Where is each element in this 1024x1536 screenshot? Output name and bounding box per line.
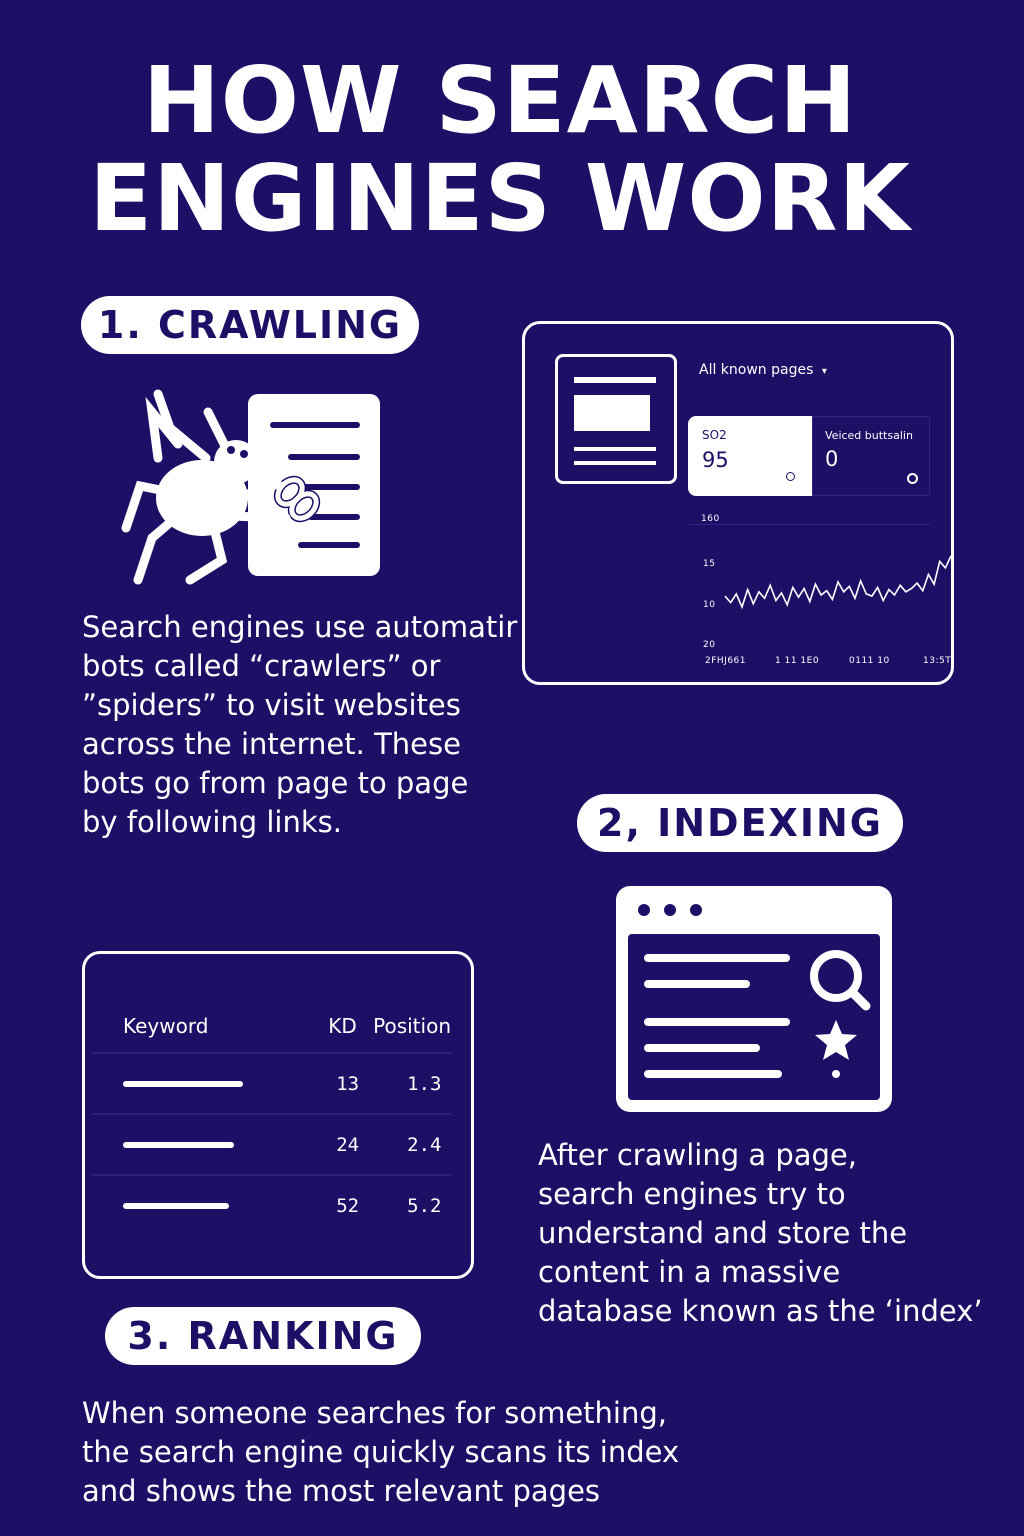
kd-cell: 52 — [336, 1194, 360, 1217]
kd-cell: 13 — [328, 1053, 373, 1114]
crawl-stats-panel — [522, 321, 954, 685]
step-indexing-badge: 2, INDEXING — [577, 794, 903, 852]
table-row[interactable] — [91, 1114, 451, 1175]
step-indexing-description: After crawling a page, search engines try to understand and store the content in a massive database known as the ‘index’ — [538, 1138, 983, 1328]
table-row[interactable] — [91, 1175, 451, 1235]
metric-card-secondary[interactable] — [812, 416, 930, 496]
step-ranking-badge: 3. RANKING — [105, 1307, 421, 1365]
y-tick: 20 — [703, 640, 716, 650]
step-crawling-badge: 1. CRAWLING — [81, 296, 419, 354]
position-cell: 2.4 — [373, 1114, 451, 1175]
kd-cell: 24 — [328, 1114, 373, 1175]
keyword-placeholder-bar — [123, 1203, 229, 1209]
y-tick: 10 — [703, 600, 716, 610]
chart-divider — [690, 524, 930, 525]
x-tick: 0111 10 — [849, 656, 890, 666]
position-cell: 5.2 — [407, 1194, 442, 1217]
keyword-table — [91, 998, 451, 1235]
pages-filter-label: All known pages — [699, 362, 814, 378]
metric-card-primary[interactable] — [688, 416, 812, 496]
keyword-placeholder-bar — [123, 1142, 234, 1148]
step-ranking-description: When someone searches for something, the search engine quickly scans its index and shows the most relevant pages — [82, 1396, 680, 1508]
metric-secondary-label: Veiced buttsalin — [825, 429, 913, 442]
metric-primary-label: SO2 — [702, 428, 727, 442]
x-tick: 2FHJ661 — [705, 656, 747, 666]
crawl-trend-chart — [723, 544, 953, 624]
info-icon — [786, 472, 795, 481]
table-header-row — [91, 998, 451, 1053]
y-tick: 160 — [701, 514, 720, 524]
browser-window-icon — [614, 884, 894, 1114]
x-tick: 13:5T — [923, 656, 952, 666]
column-header-kd[interactable]: KD — [328, 998, 373, 1053]
step-crawling-description: Search engines use automatir bots called “crawlers” or ”spiders” to visit websites across the internet. These bots go from page to page by following links. — [82, 610, 518, 839]
keyword-placeholder-bar — [123, 1081, 243, 1087]
y-tick: 15 — [703, 559, 716, 569]
position-cell: 1.3 — [373, 1053, 451, 1114]
page-title — [0, 47, 1000, 252]
page-thumbnail-icon — [555, 354, 677, 484]
keyword-ranking-panel — [82, 951, 474, 1279]
crawl-trend-line — [725, 556, 951, 607]
metric-secondary-value: 0 — [825, 447, 839, 471]
metric-primary-value: 95 — [702, 448, 729, 472]
pages-filter-dropdown[interactable] — [699, 362, 827, 378]
page-title-line-1: HOW SEARCH — [142, 47, 858, 154]
table-row[interactable] — [91, 1053, 451, 1114]
page-title-line-2: ENGINES WORK — [89, 145, 911, 252]
column-header-position[interactable]: Position — [373, 998, 451, 1053]
chevron-down-icon: ▾ — [821, 366, 827, 377]
crawler-illustration — [118, 388, 386, 588]
info-icon — [907, 473, 918, 484]
x-tick: 1 11 1E0 — [775, 656, 820, 666]
column-header-keyword[interactable]: Keyword — [91, 998, 328, 1053]
